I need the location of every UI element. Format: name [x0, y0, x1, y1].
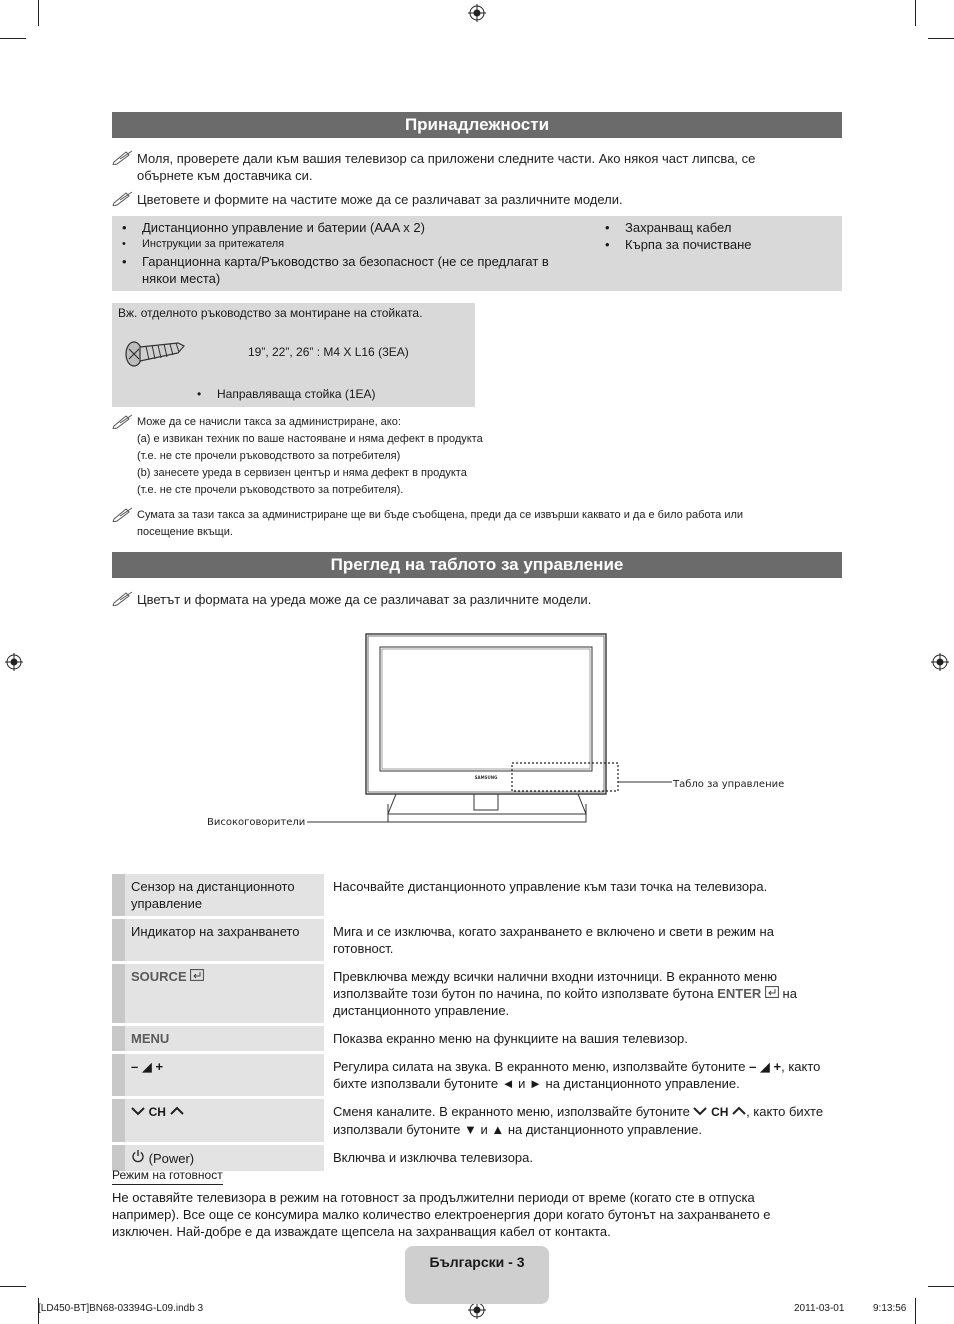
control-name: SOURCE — [131, 969, 187, 984]
control-desc: Насочвайте дистанционното управление към тази точка на телевизора. — [326, 874, 843, 918]
footer-date: 2011-03-01 — [794, 1303, 845, 1314]
crop-mark — [0, 38, 26, 39]
chevron-up-icon — [732, 1106, 746, 1116]
accessories-list-box — [112, 216, 842, 291]
volume-icon: – ◢ + — [131, 1059, 164, 1074]
crop-mark — [915, 0, 916, 26]
footer-file-name: [LD450-BT]BN68-03394G-L09.indb 3 — [38, 1303, 204, 1314]
control-desc: Сменя каналите. В екранното меню, използвайте бутоните CH , както бихте използвали бутоните ▼ и ▲ на дистанционното управление. — [326, 1098, 843, 1144]
crop-mark — [0, 1286, 26, 1287]
crop-mark — [915, 1298, 916, 1324]
note-admin-fee-amount: Сумата за тази такса за администриране ще ви бъде съобщена, преди да се извърши каквато и да е било работа или посещение вкъщи. — [112, 507, 842, 541]
chevron-up-icon — [170, 1106, 184, 1116]
note-check-parts: Моля, проверете дали към вашия телевизор са приложени следните части. Ако някоя част липсва, се обърнете към доставчика си. — [112, 150, 842, 184]
note-pencil-icon — [112, 590, 134, 606]
screw-icon — [124, 333, 188, 373]
enter-icon — [765, 986, 779, 998]
table-row — [112, 918, 842, 963]
control-desc: Мига и се изключва, когато захранването е включено и свети в режим на готовност. — [326, 918, 843, 963]
stand-parts-box — [112, 303, 475, 407]
control-name: CH — [148, 1105, 166, 1119]
crop-mark — [38, 0, 39, 26]
control-name: Индикатор на захранването — [125, 918, 326, 963]
label-control-panel: Табло за управление — [673, 779, 785, 790]
stand-guide-text: Вж. отделното ръководство за монтиране на стойката. — [118, 306, 423, 320]
crop-mark — [928, 1286, 954, 1287]
control-desc: Включва и изключва телевизора. — [326, 1144, 843, 1173]
crop-mark — [928, 38, 954, 39]
list-item: • Захранващ кабел — [595, 219, 835, 236]
table-row — [112, 1098, 842, 1144]
section-title-control-panel: Преглед на таблото за управление — [112, 552, 842, 578]
note-pencil-icon — [112, 413, 134, 429]
note-pencil-icon — [112, 149, 134, 165]
control-name: (Power) — [148, 1151, 195, 1166]
accessories-list-left — [112, 219, 582, 287]
tv-diagram — [200, 628, 800, 838]
control-panel-table — [112, 874, 842, 1174]
power-icon — [131, 1149, 145, 1163]
control-desc: Показва екранно меню на функциите на вашия телевизор. — [326, 1025, 843, 1053]
accessories-list-right — [595, 219, 835, 253]
table-row — [112, 963, 842, 1025]
control-desc: Превключва между всички налични входни източници. В екранното меню използвайте този бутон по начина, по който използвате бутона ENTER на дистанционното управление. — [326, 963, 843, 1025]
control-name: MENU — [131, 1031, 170, 1046]
footer-time: 9:13:56 — [873, 1303, 907, 1314]
chevron-down-icon — [131, 1106, 145, 1116]
list-item: • Кърпа за почистване — [595, 236, 835, 253]
tv-brand-logo: SAMSUNG — [474, 775, 498, 780]
tv-screen — [380, 647, 592, 771]
note-pencil-icon — [112, 506, 134, 522]
tv-stand — [388, 794, 586, 814]
note-colors-shapes: Цветовете и формите на частите може да се различават за различните модели. — [112, 191, 842, 208]
standby-text: Не оставяйте телевизора в режим на готовност за продължителни периоди от време (когато сте в отпуска например). Все още се консумира малко количество електроенергия дори когато бутонът на захранването е изключен. Най-добре е да изваждате щепсела на захранващия кабел от контакта. — [112, 1190, 771, 1239]
label-speakers: Високоговорители — [207, 817, 306, 828]
registration-mark-icon — [468, 4, 486, 22]
list-item: • Инструкции за притежателя — [112, 236, 582, 253]
registration-mark-icon — [931, 653, 949, 671]
screw-spec: 19”, 22”, 26” : M4 X L16 (3EA) — [248, 345, 409, 359]
enter-icon — [190, 969, 204, 981]
table-row — [112, 1053, 842, 1098]
section-title-accessories: Принадлежности — [112, 112, 842, 138]
note-control-panel: Цветът и формата на уреда може да се различават за различните модели. — [112, 591, 842, 608]
note-pencil-icon — [112, 190, 134, 206]
list-item: • Гаранционна карта/Ръководство за безопасност (не се предлагат в някои места) — [112, 253, 582, 287]
page-number-tab: Български - 3 — [405, 1246, 549, 1304]
registration-mark-icon — [5, 653, 23, 671]
list-item: • Направляваща стойка (1EA) — [187, 386, 497, 403]
chevron-down-icon — [693, 1106, 707, 1116]
standby-title: Режим на готовност — [112, 1167, 223, 1185]
table-row — [112, 874, 842, 918]
list-item: • Дистанционно управление и батерии (AAA x 2) — [112, 219, 582, 236]
control-desc: Регулира силата на звука. В екранното меню, използвайте бутоните – ◢ +, както бихте използвали бутоните ◄ и ► на дистанционното управление. — [326, 1053, 843, 1098]
control-name: Сензор на дистанционното управление — [125, 874, 326, 918]
note-admin-fee: Може да се начисли такса за администриране, ако: (a) е извикан техник по ваше настояване и няма дефект в продукта (т.е. не сте прочели ръководството за потребителя) (b) занесете уреда в сервизен център и няма дефект в продукта (т.е. не сте прочели ръководството за потребителя). — [112, 414, 842, 499]
table-row — [112, 1025, 842, 1053]
